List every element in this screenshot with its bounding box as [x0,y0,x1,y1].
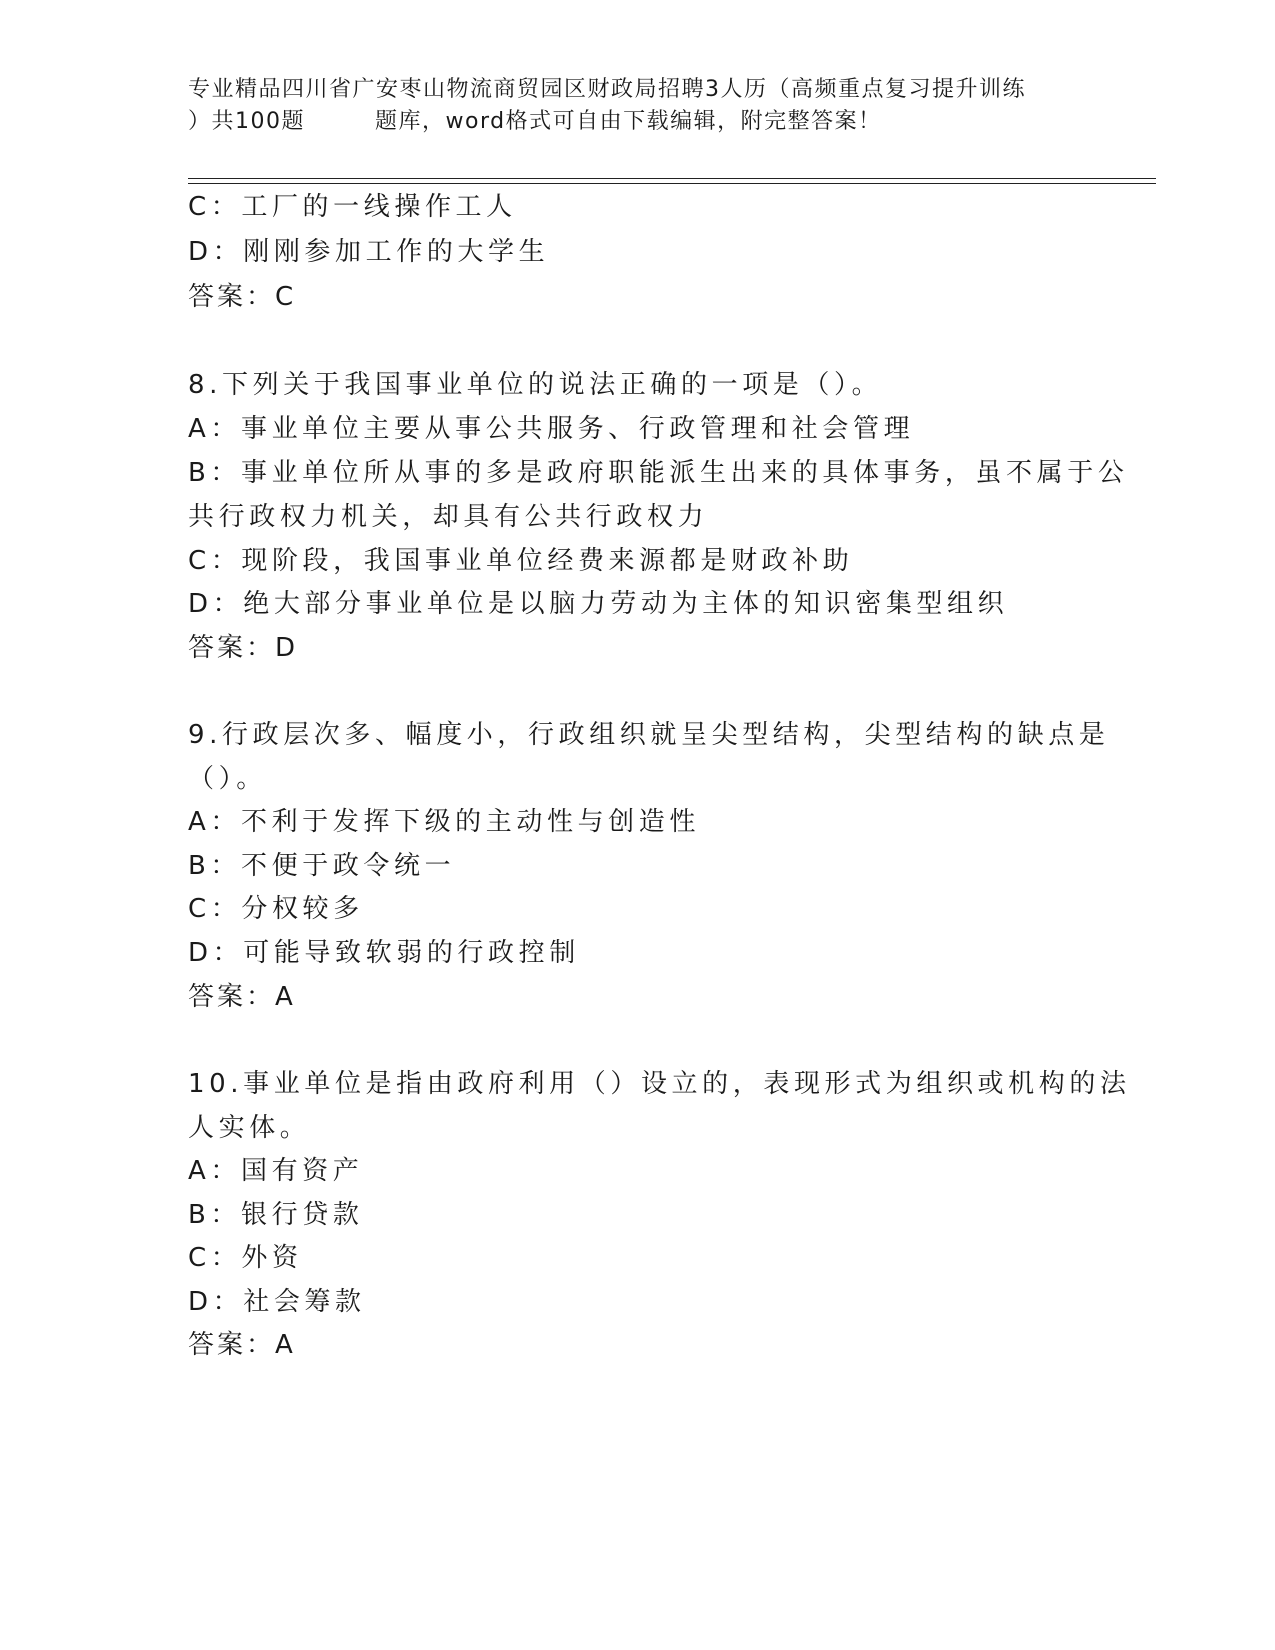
header-divider-bottom [188,183,1156,184]
q9-question-line-2: （）。 [188,764,267,794]
q9-option-c: C：分权较多 [188,894,364,924]
header-divider-top [188,178,1156,179]
q7-option-d: D：刚刚参加工作的大学生 [188,237,550,267]
q7-answer: 答案：C [188,282,297,312]
q9-option-d: D：可能导致软弱的行政控制 [188,938,580,968]
document-header [188,74,1088,138]
q8-answer: 答案：D [188,633,299,663]
q10-option-d: D：社会筹款 [188,1287,366,1317]
q10-option-b: B：银行贷款 [188,1200,364,1230]
q8-option-b-line-1: B：事业单位所从事的多是政府职能派生出来的具体事务，虽不属于公 [188,458,1129,488]
q9-question-line-1: 9.行政层次多、幅度小，行政组织就呈尖型结构，尖型结构的缺点是 [188,720,1110,750]
q8-option-b-line-2: 共行政权力机关，却具有公共行政权力 [188,502,709,532]
q10-question-line-2: 人实体。 [188,1113,311,1143]
q10-option-c: C：外资 [188,1243,303,1273]
q10-question-line-1: 10.事业单位是指由政府利用（）设立的，表现形式为组织或机构的法 [188,1069,1131,1099]
q9-answer: 答案：A [188,982,296,1012]
header-title-line-2 [188,106,1088,138]
q10-option-a: A：国有资产 [188,1156,364,1186]
q10-answer: 答案：A [188,1330,296,1360]
q9-option-b: B：不便于政令统一 [188,851,456,881]
header-title-line-2-part-a: ）共100题 [188,109,305,134]
q8-option-d: D：绝大部分事业单位是以脑力劳动为主体的知识密集型组织 [188,589,1009,619]
header-title-line-2-part-b: 题库，word格式可自由下载编辑，附完整答案！ [375,109,882,134]
header-title-line-1: 专业精品四川省广安枣山物流商贸园区财政局招聘3人历（高频重点复习提升训练 [188,77,1026,102]
q8-question: 8.下列关于我国事业单位的说法正确的一项是（）。 [188,370,883,400]
q8-option-c: C：现阶段，我国事业单位经费来源都是财政补助 [188,546,854,576]
q9-option-a: A：不利于发挥下级的主动性与创造性 [188,807,700,837]
q7-option-c: C：工厂的一线操作工人 [188,192,517,222]
q8-option-a: A：事业单位主要从事公共服务、行政管理和社会管理 [188,414,915,444]
